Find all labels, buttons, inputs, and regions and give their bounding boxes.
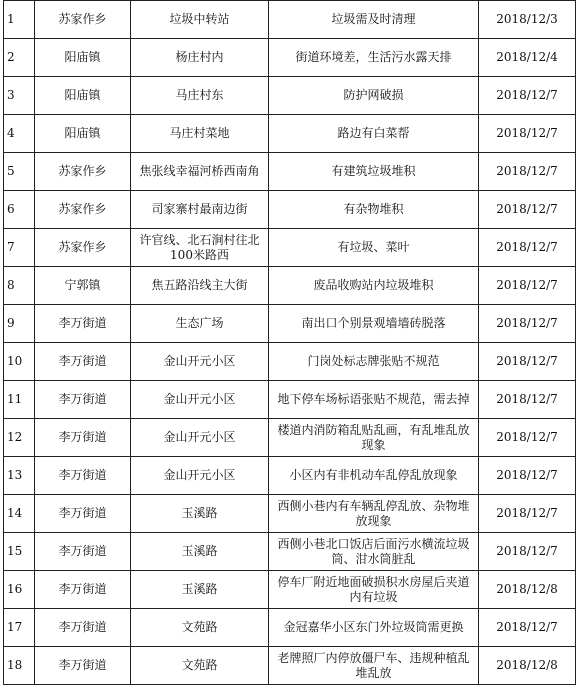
row-location: 文苑路 [131, 647, 269, 685]
row-issue: 街道环境差，生活污水露天排 [269, 39, 479, 77]
row-location: 焦五路沿线主大街 [131, 267, 269, 305]
row-number: 13 [4, 457, 35, 495]
table-row [4, 609, 576, 647]
row-area: 李万街道 [35, 381, 131, 419]
row-issue: 废品收购站内垃圾堆积 [269, 267, 479, 305]
row-location: 金山开元小区 [131, 457, 269, 495]
row-date: 2018/12/7 [479, 115, 576, 153]
row-date: 2018/12/7 [479, 267, 576, 305]
table-row [4, 571, 576, 609]
row-number: 3 [4, 77, 35, 115]
row-date: 2018/12/8 [479, 647, 576, 685]
row-number: 6 [4, 191, 35, 229]
row-number: 14 [4, 495, 35, 533]
row-area: 李万街道 [35, 495, 131, 533]
row-area: 李万街道 [35, 457, 131, 495]
row-issue: 防护网破损 [269, 77, 479, 115]
row-area: 宁郭镇 [35, 267, 131, 305]
row-number: 4 [4, 115, 35, 153]
table-row [4, 267, 576, 305]
row-date: 2018/12/7 [479, 381, 576, 419]
row-number: 12 [4, 419, 35, 457]
row-issue: 南出口个别景观墙墙砖脱落 [269, 305, 479, 343]
row-location: 杨庄村内 [131, 39, 269, 77]
row-location: 马庄村东 [131, 77, 269, 115]
row-issue: 路边有白菜帮 [269, 115, 479, 153]
row-number: 16 [4, 571, 35, 609]
row-location: 金山开元小区 [131, 343, 269, 381]
row-area: 阳庙镇 [35, 39, 131, 77]
row-issue: 老牌照厂内停放僵尸车、违规种植乱堆乱放 [269, 647, 479, 685]
row-location: 生态广场 [131, 305, 269, 343]
table-row [4, 229, 576, 267]
row-date: 2018/12/7 [479, 457, 576, 495]
row-date: 2018/12/4 [479, 39, 576, 77]
row-location: 文苑路 [131, 609, 269, 647]
row-location: 许官线、北石涧村往北100米路西 [131, 229, 269, 267]
table-row [4, 115, 576, 153]
row-number: 1 [4, 1, 35, 39]
row-area: 李万街道 [35, 305, 131, 343]
row-number: 10 [4, 343, 35, 381]
row-number: 2 [4, 39, 35, 77]
row-issue: 门岗处标志牌张贴不规范 [269, 343, 479, 381]
row-number: 15 [4, 533, 35, 571]
row-area: 苏家作乡 [35, 153, 131, 191]
row-location: 金山开元小区 [131, 419, 269, 457]
row-date: 2018/12/7 [479, 77, 576, 115]
row-area: 阳庙镇 [35, 77, 131, 115]
row-date: 2018/12/7 [479, 609, 576, 647]
row-area: 苏家作乡 [35, 1, 131, 39]
row-number: 17 [4, 609, 35, 647]
table-row [4, 419, 576, 457]
inspection-table [3, 0, 576, 685]
row-location: 马庄村菜地 [131, 115, 269, 153]
table-row [4, 495, 576, 533]
row-location: 焦张线幸福河桥西南角 [131, 153, 269, 191]
row-number: 18 [4, 647, 35, 685]
row-number: 7 [4, 229, 35, 267]
row-date: 2018/12/7 [479, 153, 576, 191]
row-date: 2018/12/7 [479, 305, 576, 343]
row-number: 11 [4, 381, 35, 419]
row-issue: 西侧小巷内有车辆乱停乱放、杂物堆放现象 [269, 495, 479, 533]
row-area: 李万街道 [35, 571, 131, 609]
table-row [4, 343, 576, 381]
row-number: 5 [4, 153, 35, 191]
row-issue: 地下停车场标语张贴不规范，需去掉 [269, 381, 479, 419]
row-area: 李万街道 [35, 419, 131, 457]
row-location: 玉溪路 [131, 533, 269, 571]
row-issue: 停车厂附近地面破损积水房屋后夹道内有垃圾 [269, 571, 479, 609]
row-date: 2018/12/7 [479, 191, 576, 229]
table-row [4, 77, 576, 115]
row-number: 8 [4, 267, 35, 305]
table-body [4, 1, 576, 685]
table-row [4, 153, 576, 191]
row-number: 9 [4, 305, 35, 343]
table-row [4, 533, 576, 571]
row-area: 李万街道 [35, 533, 131, 571]
row-area: 苏家作乡 [35, 229, 131, 267]
row-location: 垃圾中转站 [131, 1, 269, 39]
table-row [4, 457, 576, 495]
row-area: 李万街道 [35, 609, 131, 647]
row-location: 玉溪路 [131, 495, 269, 533]
row-area: 阳庙镇 [35, 115, 131, 153]
row-date: 2018/12/7 [479, 495, 576, 533]
table-row [4, 191, 576, 229]
row-date: 2018/12/3 [479, 1, 576, 39]
row-date: 2018/12/8 [479, 571, 576, 609]
row-issue: 垃圾需及时清理 [269, 1, 479, 39]
table-row [4, 647, 576, 685]
row-date: 2018/12/7 [479, 343, 576, 381]
row-issue: 金冠嘉华小区东门外垃圾筒需更换 [269, 609, 479, 647]
table-row [4, 381, 576, 419]
row-location: 玉溪路 [131, 571, 269, 609]
row-date: 2018/12/7 [479, 229, 576, 267]
table-row [4, 1, 576, 39]
row-issue: 有垃圾、菜叶 [269, 229, 479, 267]
row-location: 金山开元小区 [131, 381, 269, 419]
row-issue: 小区内有非机动车乱停乱放现象 [269, 457, 479, 495]
row-area: 李万街道 [35, 343, 131, 381]
row-date: 2018/12/7 [479, 533, 576, 571]
row-issue: 西侧小巷北口饭店后面污水横流垃圾筒、泔水筒脏乱 [269, 533, 479, 571]
row-location: 司家寨村最南边街 [131, 191, 269, 229]
row-issue: 有杂物堆积 [269, 191, 479, 229]
row-area: 李万街道 [35, 647, 131, 685]
table-row [4, 39, 576, 77]
table-row [4, 305, 576, 343]
row-issue: 楼道内消防箱乱贴乱画，有乱堆乱放现象 [269, 419, 479, 457]
row-date: 2018/12/7 [479, 419, 576, 457]
row-area: 苏家作乡 [35, 191, 131, 229]
row-issue: 有建筑垃圾堆积 [269, 153, 479, 191]
